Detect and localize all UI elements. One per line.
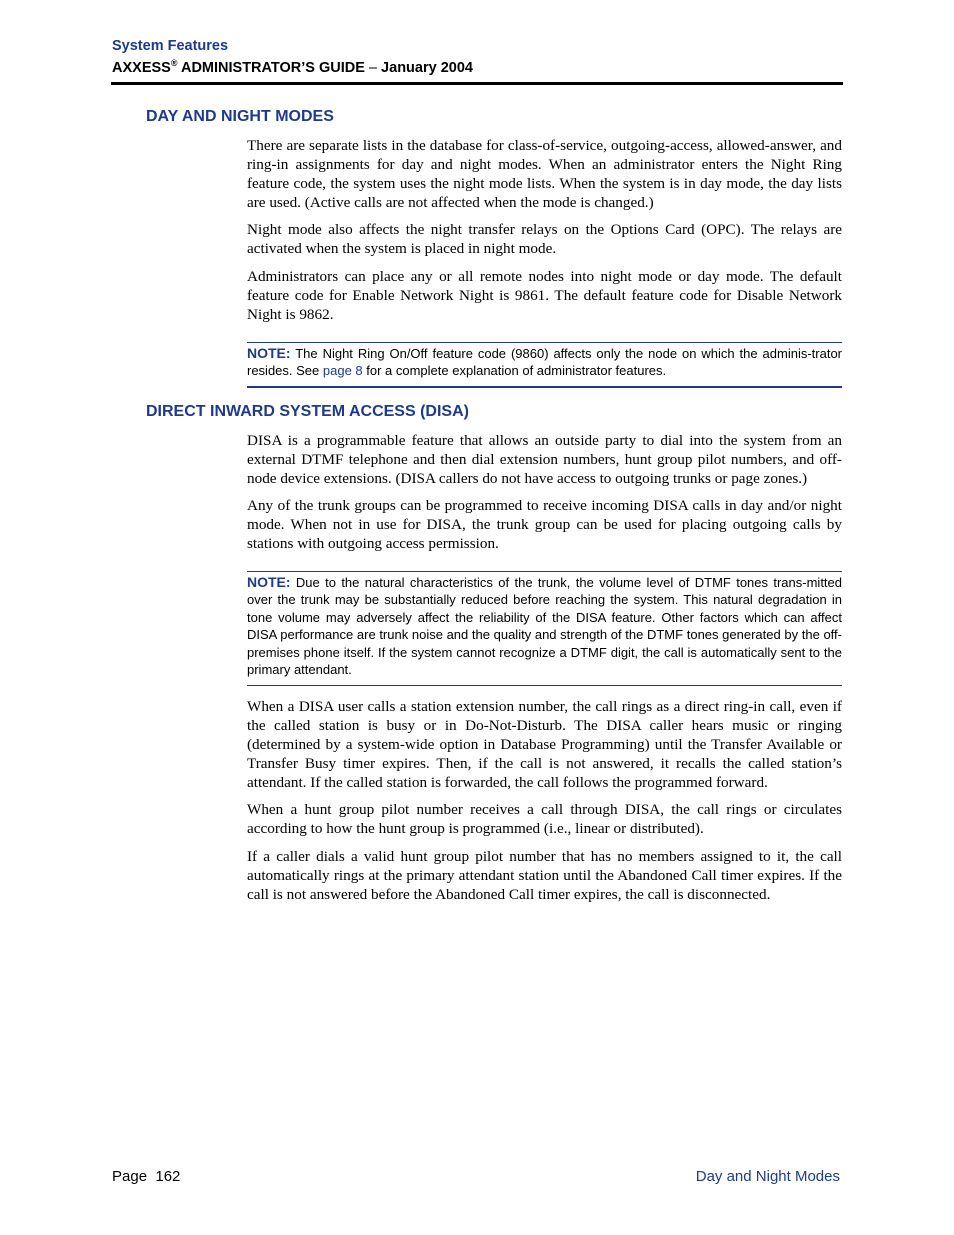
note-label: NOTE: <box>247 574 291 590</box>
footer-page-number: Page 162 <box>112 1168 181 1185</box>
body-paragraph: DISA is a programmable feature that allows an outside party to dial into the system from an external DTMF telephone and then dial extension numbers, hunt group pilot numbers, and off-node device extensions. (DISA callers do not have access to outgoing trunks or page zones.) <box>247 432 842 487</box>
note-top-rule <box>247 571 842 572</box>
note-box <box>247 345 842 380</box>
note-label: NOTE: <box>247 345 291 361</box>
note-bottom-rule <box>247 685 842 686</box>
page-link[interactable]: page 8 <box>322 363 363 379</box>
note-bottom-rule <box>247 386 842 388</box>
body-paragraph: When a DISA user calls a station extension number, the call rings as a direct ring-in call, even if the called station is busy or in Do-Not-Disturb. The DISA caller hears music or ringing (determined by a system-wide option in Database Programming) until the Transfer Available or Transfer Busy timer expires. Then, if the call is not answered, it recalls the called station’s attendant. If the called station is forwarded, the call follows the programmed forward. <box>247 698 842 791</box>
section-heading-disa: DIRECT INWARD SYSTEM ACCESS (DISA) <box>146 403 469 420</box>
note-box <box>247 574 842 678</box>
guide-dash: – <box>368 60 378 76</box>
guide-brand: AXXESS <box>112 60 171 76</box>
running-header-guide-title <box>112 60 473 76</box>
note-text: The Night Ring On/Off feature code (9860) affects only the node on which the adminis-trator resides. See <box>247 346 842 379</box>
body-paragraph: There are separate lists in the database for class-of-service, outgoing-access, allowed-answer, and ring-in assignments for day and night modes. When an administrator enters the Night Ring feature code, the system uses the night mode lists. When the system is in day mode, the day lists are used. (Active calls are not affected when the mode is changed.) <box>247 137 842 211</box>
body-paragraph: Administrators can place any or all remote nodes into night mode or day mode. The default feature code for Enable Network Night is 9861. The default feature code for Disable Network Night is 9862. <box>247 268 842 323</box>
section-heading-day-night-modes: DAY AND NIGHT MODES <box>146 108 334 125</box>
body-paragraph: If a caller dials a valid hunt group pilot number that has no members assigned to it, the call automatically rings at the primary attendant station until the Abandoned Call timer expires. If the call is not answered before the Abandoned Call timer expires, the call is disconnected. <box>247 848 842 903</box>
guide-date: January 2004 <box>377 60 473 76</box>
footer-chapter-title: Day and Night Modes <box>695 1168 840 1185</box>
body-paragraph: Any of the trunk groups can be programmed to receive incoming DISA calls in day and/or night mode. When not in use for DISA, the trunk group can be used for placing outgoing calls by stations with outgoing access permission. <box>247 497 842 552</box>
running-header-section: System Features <box>112 38 229 54</box>
guide-title: ADMINISTRATOR’S GUIDE <box>177 60 369 76</box>
note-top-rule <box>247 342 842 343</box>
note-text: Due to the natural characteristics of the trunk, the volume level of DTMF tones trans-mitted over the trunk may be substantially reduced before reaching the system. This natural degradation in tone volume may adversely affect the reliability of the DISA feature. Other factors which can affect DISA performance are trunk noise and the quality and strength of the DTMF tones generated by the off-premises phone itself. If the system cannot recognize a DTMF digit, the call is automatically sent to the primary attendant. <box>247 575 842 678</box>
body-paragraph: Night mode also affects the night transfer relays on the Options Card (OPC). The relays are activated when the system is placed in night mode. <box>247 221 842 257</box>
body-paragraph: When a hunt group pilot number receives a call through DISA, the call rings or circulates according to how the hunt group is programmed (i.e., linear or distributed). <box>247 801 842 837</box>
note-text: for a complete explanation of administrator features. <box>362 363 667 379</box>
registered-mark: ® <box>170 58 178 68</box>
header-rule <box>111 82 843 85</box>
